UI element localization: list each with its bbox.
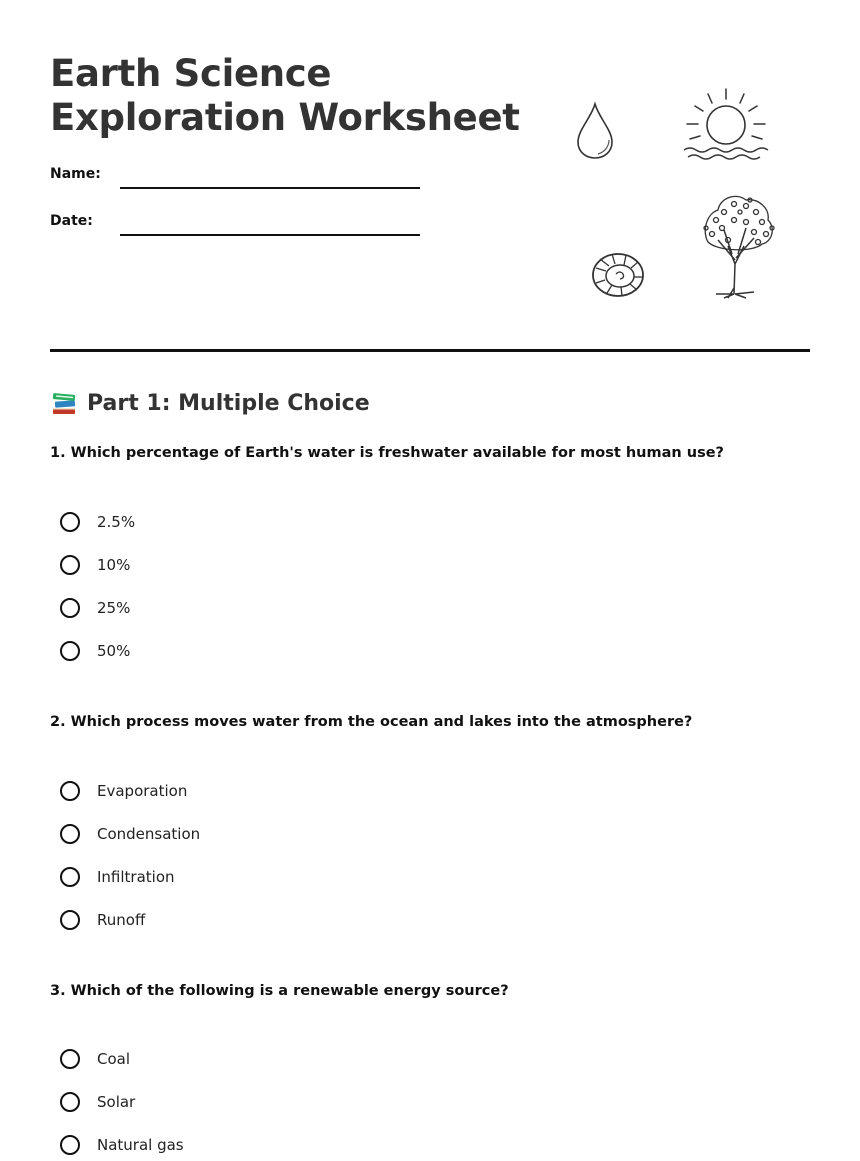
option-label: Infiltration xyxy=(97,868,175,886)
water-drop-icon xyxy=(572,100,618,162)
radio-button[interactable] xyxy=(60,867,80,887)
question-1-option-4[interactable] xyxy=(60,638,130,664)
radio-button[interactable] xyxy=(60,824,80,844)
question-3: 3. Which of the following is a renewable energy source? xyxy=(50,983,509,999)
option-label: Evaporation xyxy=(97,782,188,800)
part1-heading-text: Part 1: Multiple Choice xyxy=(87,390,370,416)
question-1-option-2[interactable] xyxy=(60,552,130,578)
question-2-option-2[interactable] xyxy=(60,821,200,847)
option-label: 10% xyxy=(97,556,131,574)
radio-button[interactable] xyxy=(60,1135,80,1155)
question-3-option-1[interactable] xyxy=(60,1046,130,1072)
question-2-option-3[interactable] xyxy=(60,864,175,890)
radio-button[interactable] xyxy=(60,781,80,801)
fossil-shell-icon xyxy=(590,250,646,300)
question-1-option-1[interactable] xyxy=(60,509,135,535)
name-field-line[interactable] xyxy=(120,187,420,189)
radio-button[interactable] xyxy=(60,555,80,575)
question-2-option-4[interactable] xyxy=(60,907,145,933)
option-label: Runoff xyxy=(97,911,146,929)
option-label: 25% xyxy=(97,599,131,617)
question-1-option-3[interactable] xyxy=(60,595,130,621)
date-field-line[interactable] xyxy=(120,234,420,236)
question-3-option-3[interactable] xyxy=(60,1132,184,1158)
header-divider xyxy=(50,349,810,352)
radio-button[interactable] xyxy=(60,1092,80,1112)
radio-button[interactable] xyxy=(60,598,80,618)
name-label: Name: xyxy=(50,166,101,182)
title-line-1: Earth Science xyxy=(50,52,332,95)
question-2-option-1[interactable] xyxy=(60,778,187,804)
tree-icon xyxy=(688,190,780,300)
sun-over-water-icon xyxy=(680,84,776,166)
worksheet-title xyxy=(50,52,520,140)
question-1: 1. Which percentage of Earth's water is freshwater available for most human use? xyxy=(50,445,724,461)
question-3-option-2[interactable] xyxy=(60,1089,135,1115)
radio-button[interactable] xyxy=(60,1049,80,1069)
title-line-2: Exploration Worksheet xyxy=(50,96,520,139)
radio-button[interactable] xyxy=(60,512,80,532)
question-2: 2. Which process moves water from the ocean and lakes into the atmosphere? xyxy=(50,714,693,730)
option-label: Solar xyxy=(97,1093,136,1111)
option-label: 2.5% xyxy=(97,513,136,531)
option-label: 50% xyxy=(97,642,131,660)
option-label: Natural gas xyxy=(97,1136,184,1154)
books-icon xyxy=(50,389,78,417)
date-label: Date: xyxy=(50,213,93,229)
radio-button[interactable] xyxy=(60,910,80,930)
radio-button[interactable] xyxy=(60,641,80,661)
option-label: Coal xyxy=(97,1050,131,1068)
part1-heading xyxy=(50,389,370,417)
option-label: Condensation xyxy=(97,825,201,843)
